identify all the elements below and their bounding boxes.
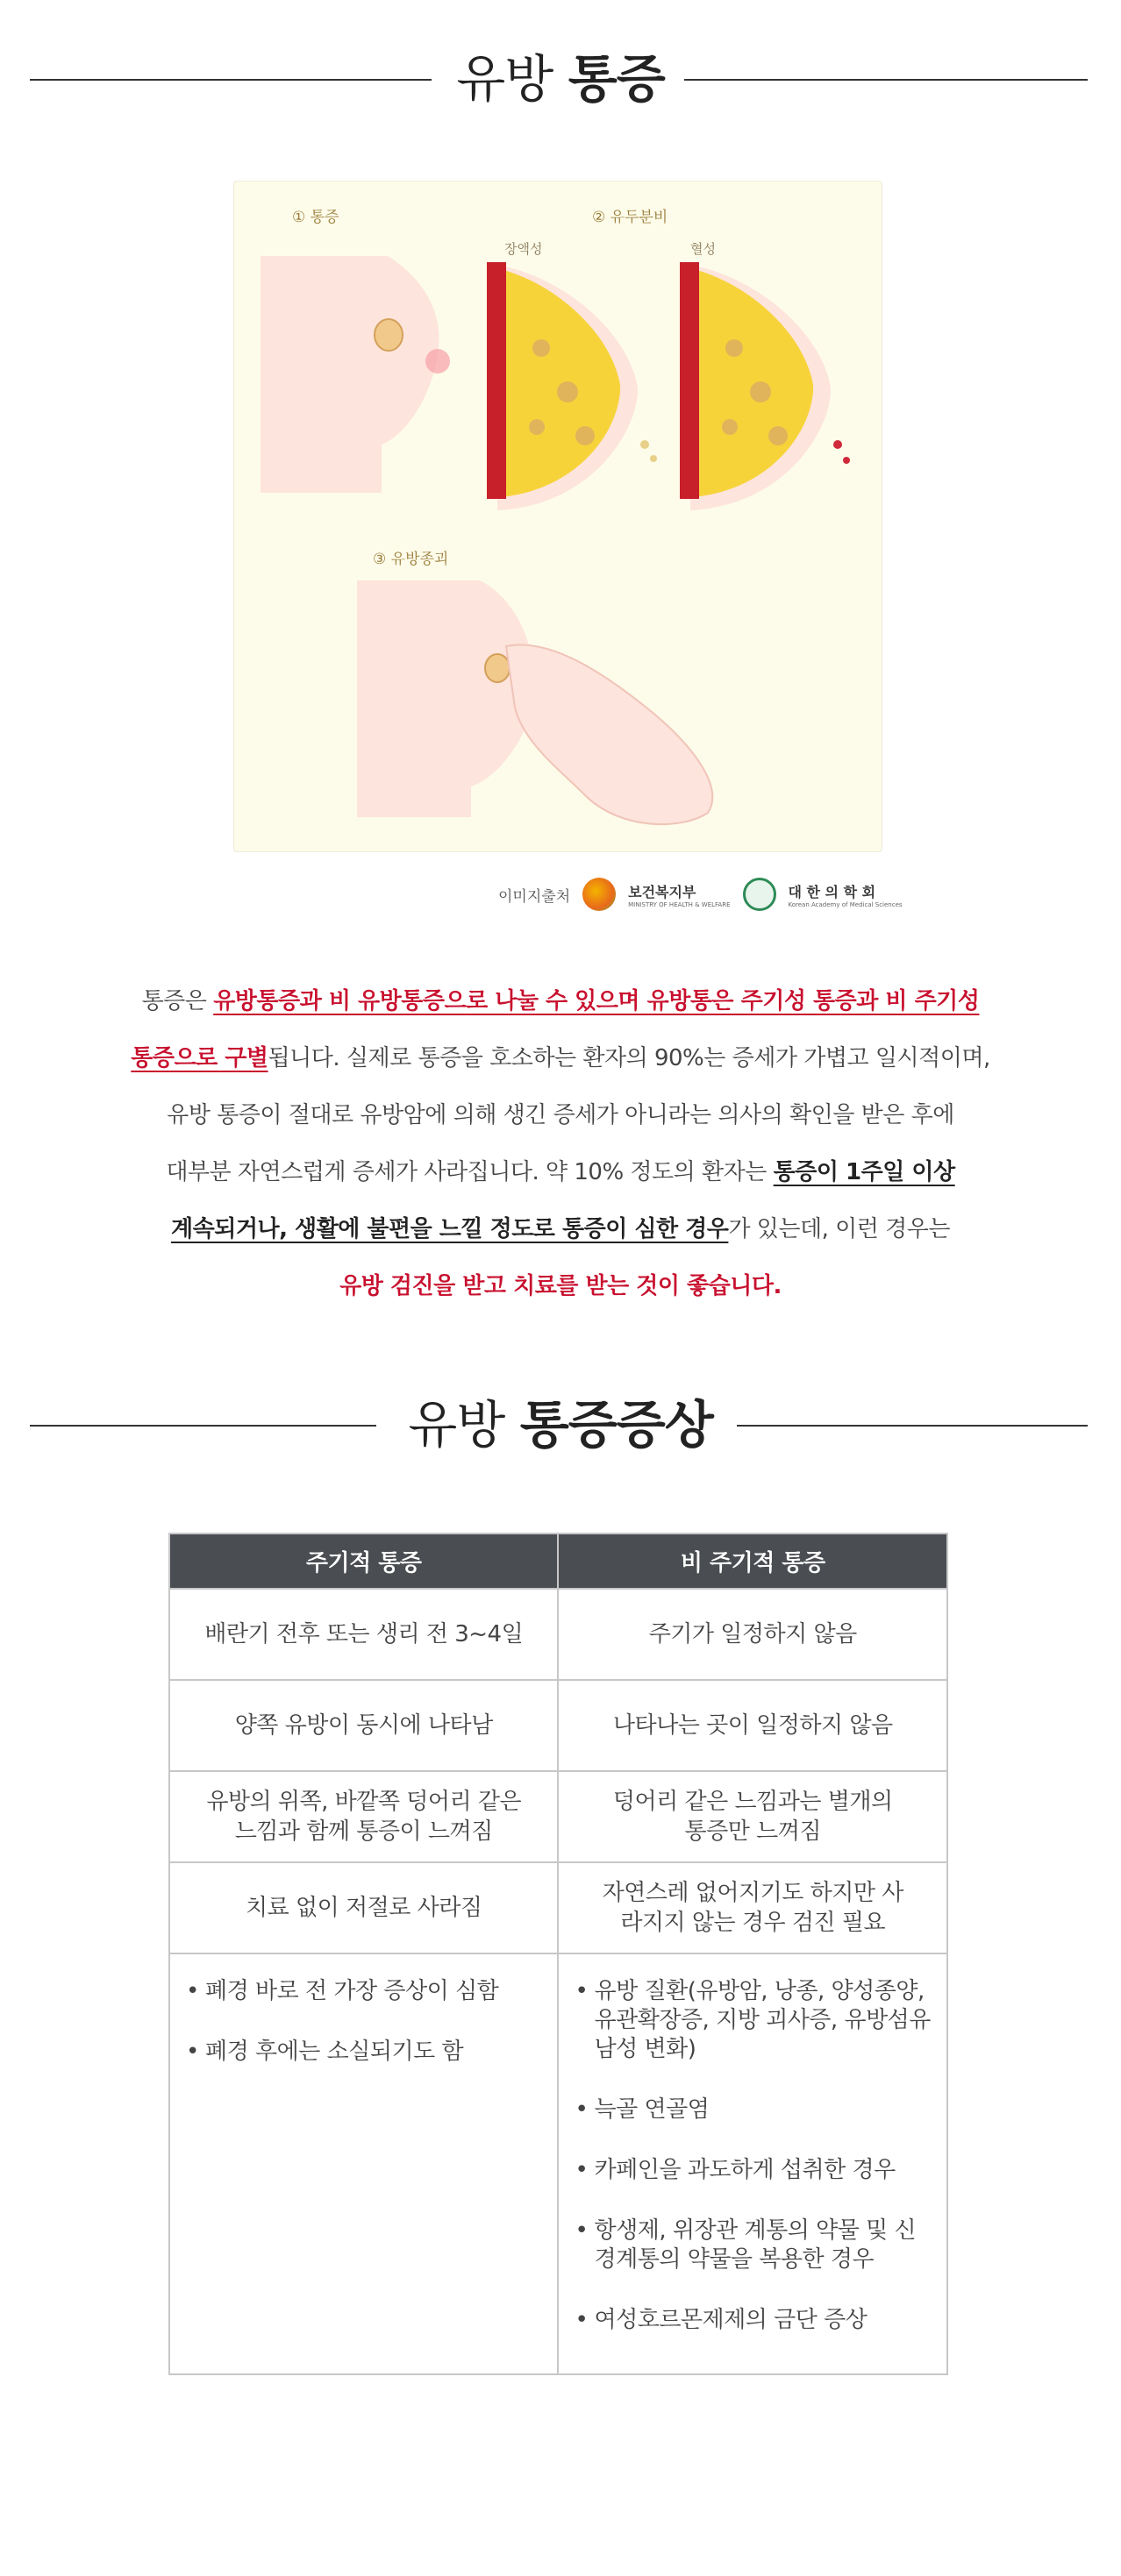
section-title-pain-symptoms	[0, 1390, 1121, 1460]
kams-logo	[789, 881, 903, 908]
mohw-logo-sub: MINISTRY OF HEALTH & WELFARE	[628, 900, 731, 908]
pain-breast-drawing	[261, 256, 450, 493]
paragraph-line: 유방 통증이 절대로 유방암에 의해 생긴 증세가 아니라는 의사의 확인을 받은 후에	[167, 1102, 954, 1128]
illustration-label-lump: ③ 유방종괴	[373, 551, 449, 568]
table-cell: 주기가 일정하지 않음	[558, 1589, 947, 1680]
image-credit	[498, 868, 903, 921]
table-row	[169, 1589, 947, 1680]
title-bold: 통증증상	[519, 1395, 713, 1455]
mohw-logo	[628, 881, 730, 908]
paragraph-conclusion: 유방 검진을 받고 치료를 받는 것이 좋습니다.	[339, 1273, 782, 1299]
paragraph-line	[0, 973, 1121, 1030]
noncyclic-causes-cell	[558, 1953, 947, 2374]
table-row-list	[169, 1953, 947, 2374]
list-item: • 폐경 후에는 소실되기도 함	[184, 2038, 545, 2067]
lump-breast-drawing	[357, 580, 712, 824]
paragraph-line	[0, 1201, 1121, 1258]
illustration-label-serous: 장액성	[504, 241, 543, 257]
table-cell: 자연스레 없어지기도 하지만 사라지지 않는 경우 검진 필요	[558, 1862, 947, 1953]
paragraph-line	[0, 1144, 1121, 1201]
serous-discharge-drawing	[487, 262, 657, 510]
header-cyclic: 주기적 통증	[169, 1534, 558, 1589]
cyclic-notes-list	[184, 1977, 545, 2067]
mohw-logo-icon	[582, 878, 616, 911]
table-cell: 양쪽 유방이 동시에 나타남	[169, 1680, 558, 1771]
table-cell: 나타나는 곳이 일정하지 않음	[558, 1680, 947, 1771]
text-span: 대부분 자연스럽게 증세가 사라집니다. 약 10% 정도의 환자는	[166, 1159, 774, 1185]
header-noncyclic: 비 주기적 통증	[558, 1534, 947, 1589]
breast-symptom-illustration	[233, 181, 882, 852]
illustration-label-pain: ① 통증	[292, 209, 339, 226]
list-item: • 여성호르몬제제의 금단 증상	[573, 2306, 934, 2335]
table-cell: 치료 없이 저절로 사라짐	[169, 1862, 558, 1953]
credit-prefix: 이미지출처	[498, 887, 571, 906]
title-divider-right	[684, 79, 1088, 81]
table-cell: 덩어리 같은 느낌과는 별개의 통증만 느껴짐	[558, 1771, 947, 1862]
noncyclic-causes-list	[573, 1977, 934, 2335]
table-row	[169, 1680, 947, 1771]
illustration-label-discharge: ② 유두분비	[592, 209, 668, 226]
list-item: • 카페인을 과도하게 섭취한 경우	[573, 2156, 934, 2185]
text-span: 됩니다. 실제로 통증을 호소하는 환자의 90%는 증세가 가볍고 일시적이며,	[268, 1045, 990, 1071]
list-item: • 항생제, 위장관 계통의 약물 및 신경계통의 약물을 복용한 경우	[573, 2217, 934, 2274]
kams-logo-sub: Korean Academy of Medical Sciences	[788, 900, 903, 908]
title-divider-right	[737, 1425, 1088, 1427]
symptom-comparison-table	[168, 1533, 948, 2375]
highlight-red: 통증으로 구별	[131, 1045, 268, 1071]
breast-drawings	[234, 181, 883, 853]
title-light: 유방	[408, 1395, 505, 1455]
list-item: • 늑골 연골염	[573, 2096, 934, 2124]
table-cell: 배란기 전후 또는 생리 전 3~4일	[169, 1589, 558, 1680]
cyclic-notes-cell	[169, 1953, 558, 2374]
title-bold: 통증	[568, 49, 665, 109]
paragraph-line	[0, 1030, 1121, 1087]
highlight-bold: 계속되거나, 생활에 불편을 느낄 정도로 통증이 심한 경우	[170, 1216, 729, 1242]
highlight-bold: 통증이 1주일 이상	[773, 1159, 955, 1185]
title-light: 유방	[456, 49, 553, 109]
kams-logo-icon	[743, 878, 776, 911]
illustration-label-bloody: 혈성	[690, 241, 716, 257]
table-cell: 유방의 위쪽, 바깥쪽 덩어리 같은 느낌과 함께 통증이 느껴짐	[169, 1771, 558, 1862]
table-row	[169, 1771, 947, 1862]
text-span: 통증은	[141, 988, 214, 1014]
list-item: • 유방 질환(유방암, 낭종, 양성종양, 유관확장증, 지방 괴사증, 유방섬유 남성 변화)	[573, 1977, 934, 2064]
list-item: • 폐경 바로 전 가장 증상이 심함	[184, 1977, 545, 2006]
bloody-discharge-drawing	[680, 262, 850, 510]
section-title-breast-pain	[0, 44, 1121, 114]
breast-pain-description	[0, 973, 1121, 1315]
table-header-row	[169, 1534, 947, 1589]
mohw-logo-text: 보건복지부	[628, 883, 696, 900]
text-span: 가 있는데, 이런 경우는	[728, 1216, 951, 1242]
highlight-red: 유방통증과 비 유방통증으로 나눌 수 있으며 유방통은 주기성 통증과 비 주기성	[213, 988, 980, 1014]
kams-logo-text: 대 한 의 학 회	[788, 883, 876, 900]
table-row	[169, 1862, 947, 1953]
